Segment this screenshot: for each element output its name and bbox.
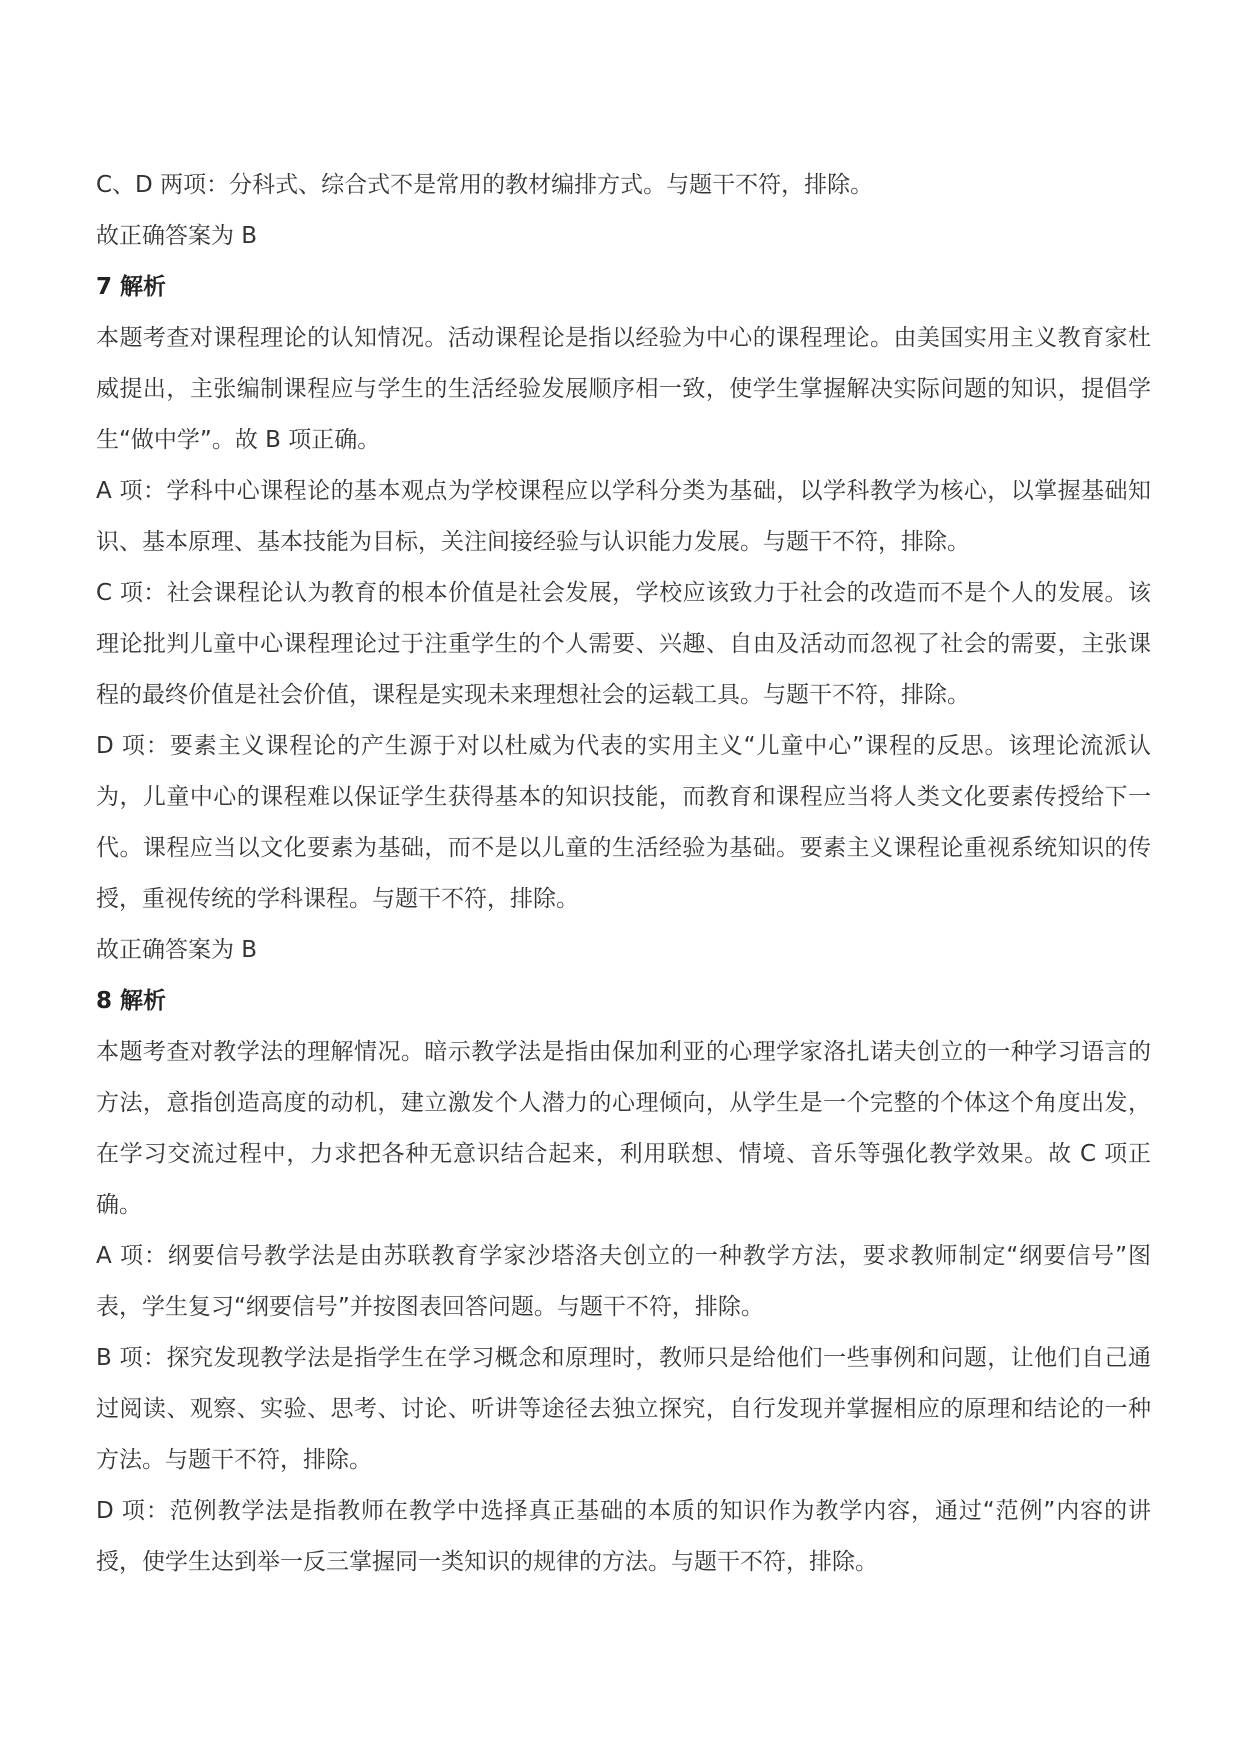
heading-q8-analysis: 8 解析	[96, 988, 167, 1014]
heading-q7-analysis: 7 解析	[96, 274, 167, 300]
paragraph-q8-intro: 本题考查对教学法的理解情况。暗示教学法是指由保加利亚的心理学家洛扎诺夫创立的一种学习语言的方法，意指创造高度的动机，建立激发个人潜力的心理倾向，从学生是一个完整的个体这个角度出发，在学习交流过程中，力求把各种无意识结合起来，利用联想、情境、音乐等强化教学效果。故 C 项正确。	[96, 1039, 1151, 1218]
document-page	[96, 160, 1151, 1588]
paragraph-q7-option-a: A 项：学科中心课程论的基本观点为学校课程应以学科分类为基础，以学科教学为核心，以掌握基础知识、基本原理、基本技能为目标，关注间接经验与认识能力发展。与题干不符，排除。	[96, 478, 1151, 555]
paragraph-q8-option-d: D 项：范例教学法是指教师在教学中选择真正基础的本质的知识作为教学内容，通过“范例”内容的讲授，使学生达到举一反三掌握同一类知识的规律的方法。与题干不符，排除。	[96, 1498, 1151, 1575]
paragraph-q8-option-a: A 项：纲要信号教学法是由苏联教育学家沙塔洛夫创立的一种教学方法，要求教师制定“纲要信号”图表，学生复习“纲要信号”并按图表回答问题。与题干不符，排除。	[96, 1243, 1151, 1320]
paragraph-q7-option-d: D 项：要素主义课程论的产生源于对以杜威为代表的实用主义“儿童中心”课程的反思。该理论流派认为，儿童中心的课程难以保证学生获得基本的知识技能，而教育和课程应当将人类文化要素传授给下一代。课程应当以文化要素为基础，而不是以儿童的生活经验为基础。要素主义课程论重视系统知识的传授，重视传统的学科课程。与题干不符，排除。	[96, 733, 1151, 912]
paragraph-q8-option-b: B 项：探究发现教学法是指学生在学习概念和原理时，教师只是给他们一些事例和问题，让他们自己通过阅读、观察、实验、思考、讨论、听讲等途径去独立探究，自行发现并掌握相应的原理和结论的一种方法。与题干不符，排除。	[96, 1345, 1151, 1473]
paragraph-q7-option-c: C 项：社会课程论认为教育的根本价值是社会发展，学校应该致力于社会的改造而不是个人的发展。该理论批判儿童中心课程理论过于注重学生的个人需要、兴趣、自由及活动而忽视了社会的需要，主张课程的最终价值是社会价值，课程是实现未来理想社会的运载工具。与题干不符，排除。	[96, 580, 1151, 708]
answer-line-q6: 故正确答案为 B	[96, 223, 258, 249]
paragraph-q7-intro: 本题考查对课程理论的认知情况。活动课程论是指以经验为中心的课程理论。由美国实用主义教育家杜威提出，主张编制课程应与学生的生活经验发展顺序相一致，使学生掌握解决实际问题的知识，提倡学生“做中学”。故 B 项正确。	[96, 325, 1151, 453]
answer-line-q7: 故正确答案为 B	[96, 937, 258, 963]
paragraph-cd-options: C、D 两项：分科式、综合式不是常用的教材编排方式。与题干不符，排除。	[96, 172, 874, 198]
